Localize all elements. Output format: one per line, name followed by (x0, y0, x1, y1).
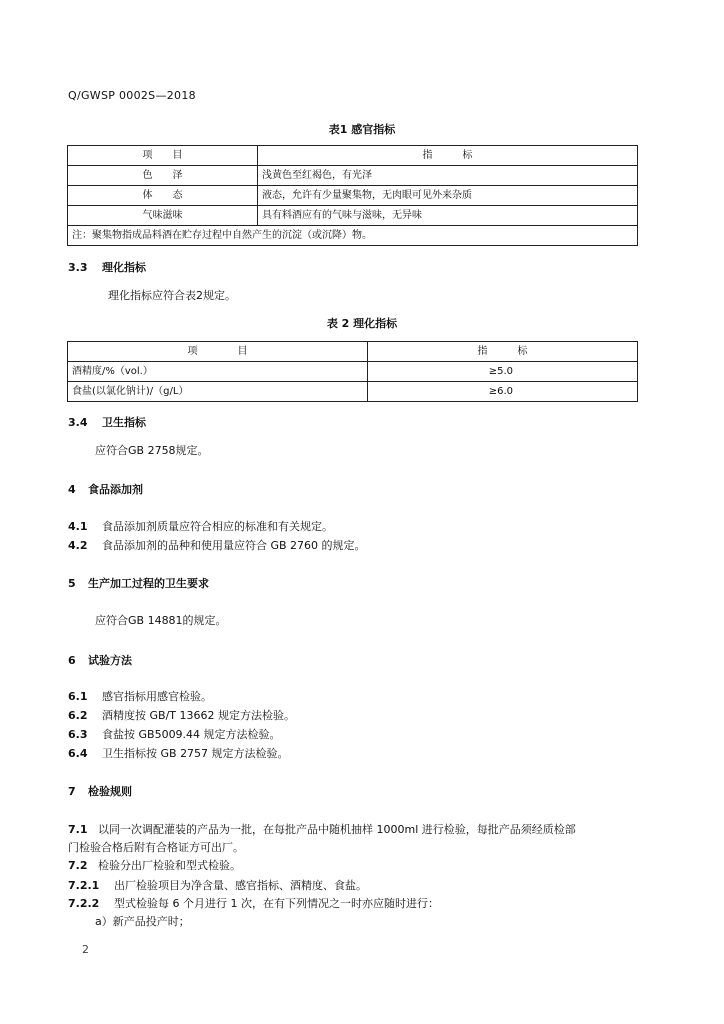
page-number: 2 (82, 943, 89, 956)
clause-text: 卫生指标按 GB 2757 规定方法检验。 (102, 747, 289, 760)
list-item (68, 688, 212, 704)
section-title: 试验方法 (88, 654, 132, 667)
clause-number: 7.1 (68, 823, 88, 836)
clause-number: 6.3 (68, 728, 88, 741)
table-row (68, 166, 638, 186)
table2-header-row (68, 342, 638, 362)
table1-header-item: 项 目 (68, 146, 258, 166)
table1-header-row (68, 146, 638, 166)
table1-cell: 色 泽 (68, 166, 258, 186)
section-title: 生产加工过程的卫生要求 (88, 577, 209, 590)
table2-cell: ≥5.0 (368, 362, 638, 382)
section-5-text: 应符合GB 14881的规定。 (95, 614, 227, 627)
list-item (68, 707, 295, 723)
clause-text: 食品添加剂的品种和使用量应符合 GB 2760 的规定。 (102, 539, 366, 552)
clause-number: 7.2.1 (68, 879, 100, 892)
list-item (68, 745, 289, 761)
section-title: 理化指标 (102, 261, 146, 274)
clause-text: 食盐按 GB5009.44 规定方法检验。 (102, 728, 281, 741)
table1-caption: 表1 感官指标 (328, 123, 396, 136)
clause-7-1 (68, 821, 576, 837)
list-item: a）新产品投产时； (95, 915, 190, 928)
table-row (68, 382, 638, 402)
clause-7-2 (68, 857, 241, 873)
clause-7-2-1 (68, 877, 367, 893)
document-header: Q/GWSP 0002S—2018 (68, 89, 196, 102)
section-4-heading (68, 481, 143, 497)
clause-text: 型式检验每 6 个月进行 1 次，在有下列情况之一时亦应随时进行： (114, 897, 439, 910)
table2-cell: 食盐(以氯化钠计)/（g/L） (68, 382, 368, 402)
table1 (67, 145, 638, 246)
list-item (68, 726, 281, 742)
list-item (68, 537, 366, 553)
list-item (68, 518, 333, 534)
clause-text: 以同一次调配灌装的产品为一批，在每批产品中随机抽样 1000ml 进行检验，每批产品须经质检部 (98, 823, 576, 836)
table-row (68, 186, 638, 206)
table2-caption: 表 2 理化指标 (326, 317, 398, 330)
clause-number: 6.4 (68, 747, 88, 760)
clause-text: 感官指标用感官检验。 (102, 690, 212, 703)
table1-cell: 气味滋味 (68, 206, 258, 226)
table1-cell: 具有料酒应有的气味与滋味，无异味 (258, 206, 638, 226)
clause-number: 6.2 (68, 709, 88, 722)
table1-cell: 液态，允许有少量聚集物，无肉眼可见外来杂质 (258, 186, 638, 206)
table1-header-value: 指 标 (258, 146, 638, 166)
table1-cell: 浅黄色至红褐色，有光泽 (258, 166, 638, 186)
clause-7-2-2 (68, 895, 439, 911)
section-title: 食品添加剂 (88, 483, 143, 496)
table2-cell: ≥6.0 (368, 382, 638, 402)
clause-number: 4.1 (68, 520, 88, 533)
table1-cell: 体 态 (68, 186, 258, 206)
section-number: 6 (68, 654, 76, 667)
clause-text: 酒精度按 GB/T 13662 规定方法检验。 (102, 709, 295, 722)
table-row (68, 362, 638, 382)
section-3-4-heading (68, 414, 146, 430)
clause-text: 食品添加剂质量应符合相应的标准和有关规定。 (102, 520, 333, 533)
section-3-3-text: 理化指标应符合表2规定。 (108, 289, 236, 302)
section-title: 检验规则 (88, 785, 132, 798)
section-number: 3.4 (68, 416, 88, 429)
section-number: 5 (68, 577, 76, 590)
table-row (68, 206, 638, 226)
section-6-heading (68, 652, 132, 668)
section-number: 3.3 (68, 261, 88, 274)
section-number: 7 (68, 785, 76, 798)
clause-number: 4.2 (68, 539, 88, 552)
clause-text: 出厂检验项目为净含量、感官指标、酒精度、食盐。 (114, 879, 367, 892)
section-3-4-text: 应符合GB 2758规定。 (95, 444, 209, 457)
table2-cell: 酒精度/%（vol.） (68, 362, 368, 382)
clause-number: 6.1 (68, 690, 88, 703)
section-5-heading (68, 575, 209, 591)
section-3-3-heading (68, 259, 146, 275)
clause-7-1-continuation: 门检验合格后附有合格证方可出厂。 (68, 841, 244, 854)
table1-note-row (68, 226, 638, 246)
table2-header-value: 指 标 (368, 342, 638, 362)
table2 (67, 341, 638, 402)
clause-text: 检验分出厂检验和型式检验。 (98, 859, 241, 872)
section-title: 卫生指标 (102, 416, 146, 429)
clause-number: 7.2 (68, 859, 88, 872)
table2-header-item: 项 目 (68, 342, 368, 362)
section-7-heading (68, 783, 132, 799)
table1-note: 注：聚集物指成品料酒在贮存过程中自然产生的沉淀（或沉降）物。 (68, 226, 638, 246)
section-number: 4 (68, 483, 76, 496)
clause-number: 7.2.2 (68, 897, 100, 910)
